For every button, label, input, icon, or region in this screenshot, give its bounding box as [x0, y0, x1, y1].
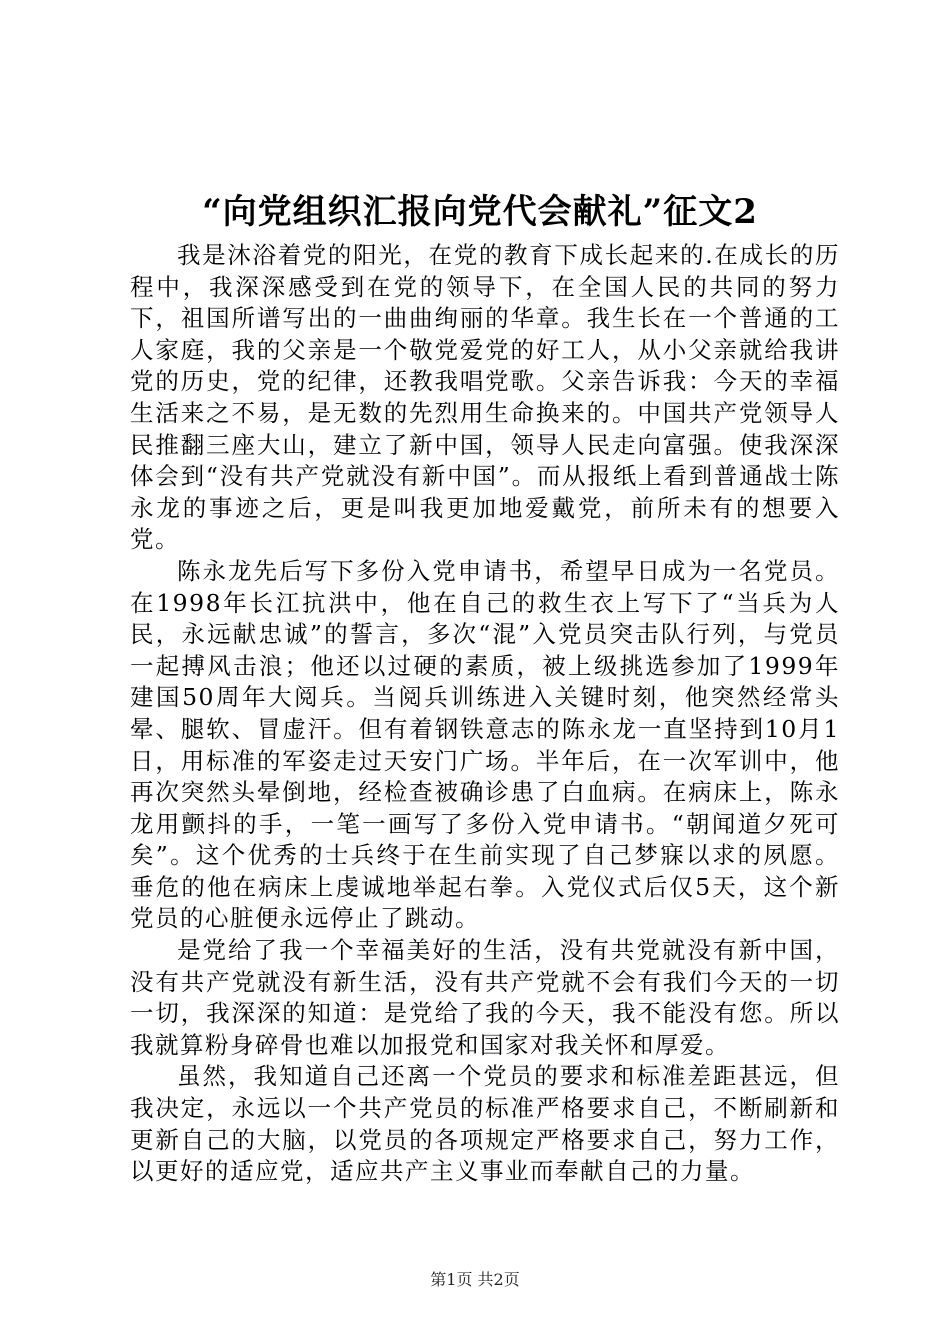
page-footer: 第1页 共2页 [430, 1270, 520, 1289]
document-body [130, 240, 840, 1188]
paragraph-1: 我是沐浴着党的阳光，在党的教育下成长起来的.在成长的历程中，我深深感受到在党的领导下，在全国人民的共同的努力下，祖国所谱写出的一曲曲绚丽的华章。我生长在一个普通的工人家庭，我的父亲是一个敬党爱党的好工人，从小父亲就给我讲党的历史，党的纪律，还教我唱党歌。父亲告诉我：今天的幸福生活来之不易，是无数的先烈用生命换来的。中国共产党领导人民推翻三座大山，建立了新中国，领导人民走向富强。使我深深体会到“没有共产党就没有新中国”。而从报纸上看到普通战士陈永龙的事迹之后，更是叫我更加地爱戴党，前所未有的想要入党。 [130, 241, 840, 554]
paragraph-2: 陈永龙先后写下多份入党申请书，希望早日成为一名党员。在1998年长江抗洪中，他在自己的救生衣上写下了“当兵为人民，永远献忠诚”的誓言，多次“混”入党员突击队行列，与党员一起搏风击浪；他还以过硬的素质，被上级挑选参加了1999年建国50周年大阅兵。当阅兵训练进入关键时刻，他突然经常头晕、腿软、冒虚汗。但有着钢铁意志的陈永龙一直坚持到10月1日，用标准的军姿走过天安门广场。半年后，在一次军训中，他再次突然头晕倒地，经检查被确诊患了白血病。在病床上，陈永龙用颤抖的手，一笔一画写了多份入党申请书。“朝闻道夕死可矣”。这个优秀的士兵终于在生前实现了自己梦寐以求的夙愿。垂危的他在病床上虔诚地举起右拳。入党仪式后仅5天，这个新党员的心脏便永远停止了跳动。 [130, 556, 840, 933]
paragraph-4: 虽然，我知道自己还离一个党员的要求和标准差距甚远，但我决定，永远以一个共产党员的标准严格要求自己，不断刷新和更新自己的大脑，以党员的各项规定严格要求自己，努力工作，以更好的适应党，适应共产主义事业而奉献自己的力量。 [130, 1062, 840, 1186]
document-title: “向党组织汇报向党代会献礼”征文2 [202, 192, 758, 232]
paragraph-3: 是党给了我一个幸福美好的生活，没有共党就没有新中国，没有共产党就没有新生活，没有共产党就不会有我们今天的一切一切，我深深的知道：是党给了我的今天，我不能没有您。所以我就算粉身碎骨也难以加报党和国家对我关怀和厚爱。 [130, 936, 840, 1059]
